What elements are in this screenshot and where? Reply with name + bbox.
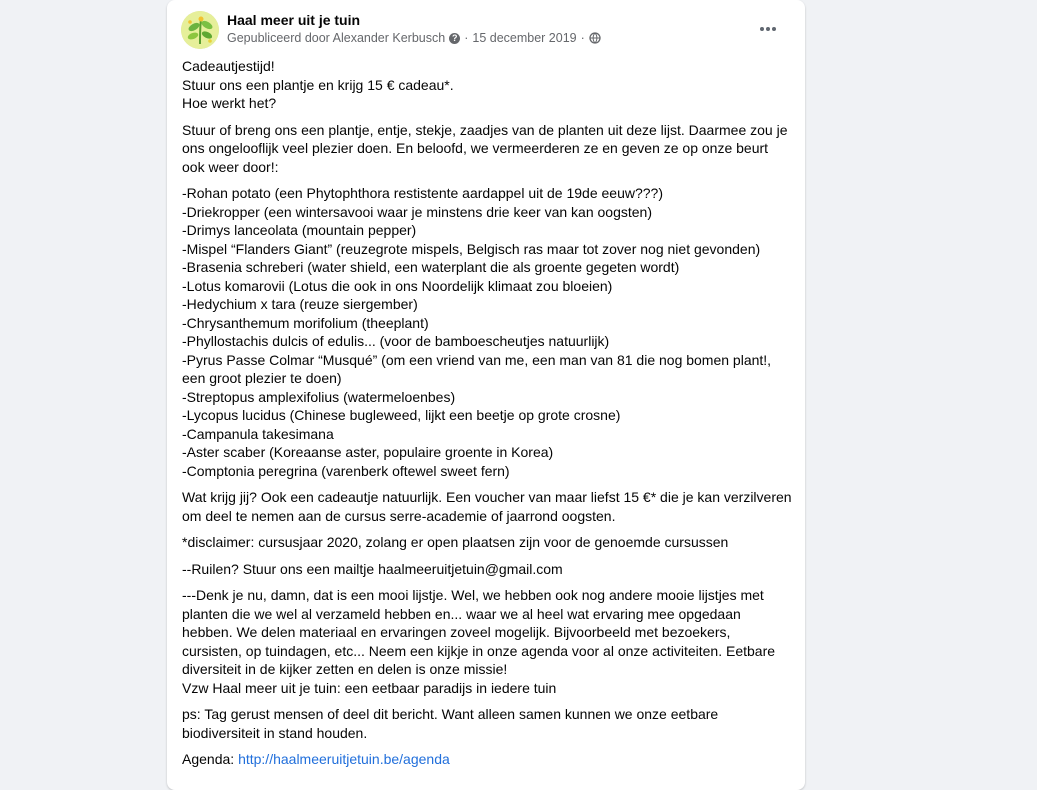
list-item: -Drimys lanceolata (mountain pepper) [182,222,417,238]
globe-icon[interactable] [589,32,601,44]
avatar[interactable] [181,11,219,49]
list-item: -Lotus komarovii (Lotus die ook in ons Noordelijk klimaat zou bloeien) [182,277,613,294]
post-card [167,0,805,790]
intro-line: Stuur ons een plantje en krijg 15 € cadeau*. [182,76,454,93]
list-item: -Aster scaber (Koreaanse aster, populaire groente in Korea) [182,444,554,460]
list-item: -Mispel “Flanders Giant” (reuzegrote mispels, Belgisch ras maar tot zover nog niet gevonden) [182,240,761,257]
paragraph: ps: Tag gerust mensen of deel dit bericht. Want alleen samen kunnen we onze eetbare biodiversiteit in stand houden. [182,706,719,741]
list-item: -Phyllostachis dulcis of edulis... (voor de bamboescheutjes natuurlijk) [182,333,610,349]
list-item: -Rohan potato (een Phytophthora restistente aardappel uit de 19de eeuw???) [182,185,664,201]
list-item: -Lycopus lucidus (Chinese bugleweed, lijkt een beetje op grote crosne) [182,407,621,423]
agenda-label: Agenda: [182,751,239,767]
list-item: -Chrysanthemum morifolium (theeplant) [182,314,429,331]
intro-line: Cadeautjestijd! [182,58,275,74]
list-item: -Campanula takesimana [182,425,334,442]
leaf-logo-icon [181,11,219,49]
help-icon[interactable]: ? [449,33,460,44]
list-item: -Pyrus Passe Colmar “Musqué” (om een vriend van me, een man van 81 die nog bomen plant!, een groot plezier te doen) [182,351,772,386]
meta-separator: · [580,31,585,45]
published-by: Gepubliceerd door Alexander Kerbusch [227,31,446,45]
list-item: -Driekropper (een wintersavooi waar je minstens drie keer van kan oogsten) [182,203,652,220]
intro-line: Hoe werkt het? [182,95,277,111]
page-name-link[interactable]: Haal meer uit je tuin [227,12,361,28]
paragraph: Stuur of breng ons een plantje, entje, stekje, zaadjes van de planten uit deze lijst. Daarmee zou je ons ongelooflijk veel plezier doen. En beloofd, we vermeerderen ze en geven ze op onze beurt ook weer door!: [182,121,788,175]
agenda-paragraph [182,750,792,769]
post-meta [227,31,601,45]
paragraph [182,586,792,697]
paragraph-text: ---Denk je nu, damn, dat is een mooi lijstje. Wel, we hebben ook nog andere mooie lijstjes met planten die we wel al verzameld hebben en... waar we al heel wat ervaring mee opgedaan hebben. We delen materiaal en ervaringen zoveel mogelijk. Bijvoorbeeld met bezoekers, cursisten, op tuindagen, etc... Neem een kijkje in onze agenda voor al onze activiteiten. Eetbare diversiteit in de kijker zetten en delen is onze missie! [182,587,776,677]
paragraph-text: Vzw Haal meer uit je tuin: een eetbaar paradijs in iedere tuin [182,679,557,696]
more-icon [759,26,777,32]
meta-separator: · [464,31,469,45]
paragraph: *disclaimer: cursusjaar 2020, zolang er open plaatsen zijn voor de genoemde cursussen [182,534,729,550]
intro-paragraph [182,57,792,113]
list-item: -Comptonia peregrina (varenberk oftewel sweet fern) [182,462,510,479]
agenda-link[interactable]: http://haalmeeruitjetuin.be/agenda [238,751,450,767]
more-options-button[interactable] [753,14,783,44]
list-item: -Brasenia schreberi (water shield, een waterplant die als groente gegeten wordt) [182,259,680,275]
post-date-link[interactable]: 15 december 2019 [472,31,577,45]
paragraph: --Ruilen? Stuur ons een mailtje haalmeeruitjetuin@gmail.com [182,560,563,577]
plant-list [182,184,792,480]
post-text [182,57,792,777]
list-item: -Streptopus amplexifolius (watermeloenbes) [182,388,456,405]
list-item: -Hedychium x tara (reuze siergember) [182,296,418,312]
post-header [181,10,795,54]
paragraph: Wat krijg jij? Ook een cadeautje natuurlijk. Een voucher van maar liefst 15 €* die je kan verzilveren om deel te nemen aan de cursus serre-academie of jaarrond oogsten. [182,489,792,524]
